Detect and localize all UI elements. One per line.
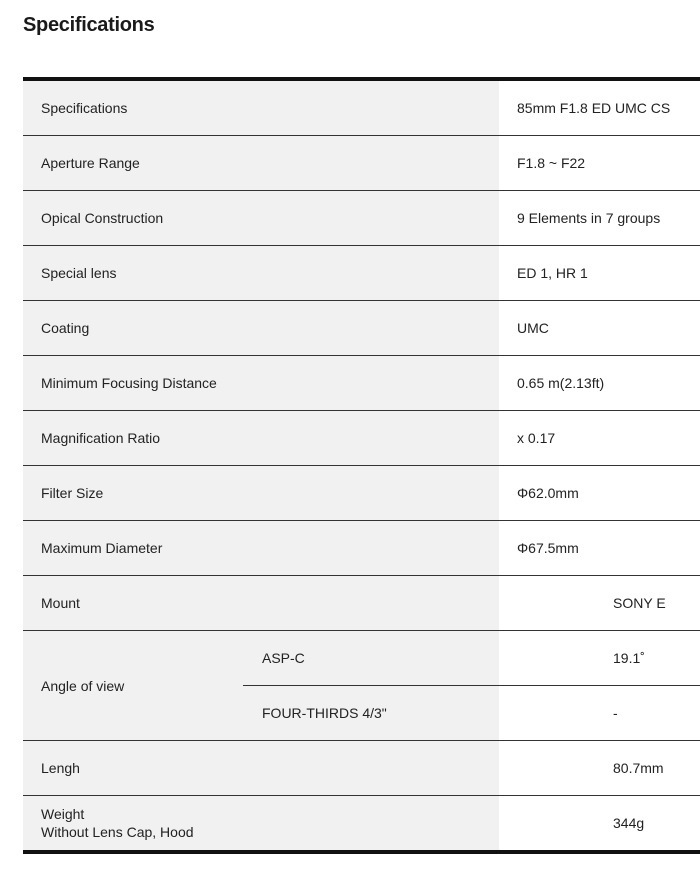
table-row xyxy=(23,79,700,136)
row-label: Opical Construction xyxy=(23,191,499,246)
row-label: Maximum Diameter xyxy=(23,521,499,576)
table-row xyxy=(23,796,700,853)
table-row xyxy=(23,521,700,576)
row-label-line: Without Lens Cap, Hood xyxy=(41,824,194,840)
table-row xyxy=(23,576,700,631)
row-label: Coating xyxy=(23,301,499,356)
table-row xyxy=(23,136,700,191)
row-value: Φ62.0mm xyxy=(499,466,700,521)
specifications-table xyxy=(23,77,700,854)
row-value: ED 1, HR 1 xyxy=(499,246,700,301)
row-label: Mount xyxy=(23,576,499,631)
row-value: Φ67.5mm xyxy=(499,521,700,576)
row-value: 19.1˚ xyxy=(499,631,700,686)
row-sublabel: ASP-C xyxy=(243,631,499,686)
table-row xyxy=(23,411,700,466)
table-row xyxy=(23,356,700,411)
row-label: Minimum Focusing Distance xyxy=(23,356,499,411)
row-label: Magnification Ratio xyxy=(23,411,499,466)
table-row xyxy=(23,631,700,686)
row-value: 80.7mm xyxy=(499,741,700,796)
row-value: F1.8 ~ F22 xyxy=(499,136,700,191)
page-title: Specifications xyxy=(23,14,155,36)
table-row xyxy=(23,301,700,356)
row-value: UMC xyxy=(499,301,700,356)
row-value: 344g xyxy=(499,796,700,853)
row-value: 0.65 m(2.13ft) xyxy=(499,356,700,411)
row-value: 9 Elements in 7 groups xyxy=(499,191,700,246)
table-row xyxy=(23,741,700,796)
row-label: Special lens xyxy=(23,246,499,301)
row-value: - xyxy=(499,686,700,741)
row-value: 85mm F1.8 ED UMC CS xyxy=(499,79,700,136)
row-label: Aperture Range xyxy=(23,136,499,191)
row-label: Angle of view xyxy=(23,631,243,741)
table-row xyxy=(23,191,700,246)
row-label-line: Weight xyxy=(41,806,85,822)
row-sublabel: FOUR-THIRDS 4/3" xyxy=(243,686,499,741)
row-label xyxy=(23,796,499,853)
table-row xyxy=(23,466,700,521)
row-label: Specifications xyxy=(23,79,499,136)
row-label: Lengh xyxy=(23,741,499,796)
row-value: x 0.17 xyxy=(499,411,700,466)
row-label: Filter Size xyxy=(23,466,499,521)
row-value: SONY E xyxy=(499,576,700,631)
table-row xyxy=(23,246,700,301)
